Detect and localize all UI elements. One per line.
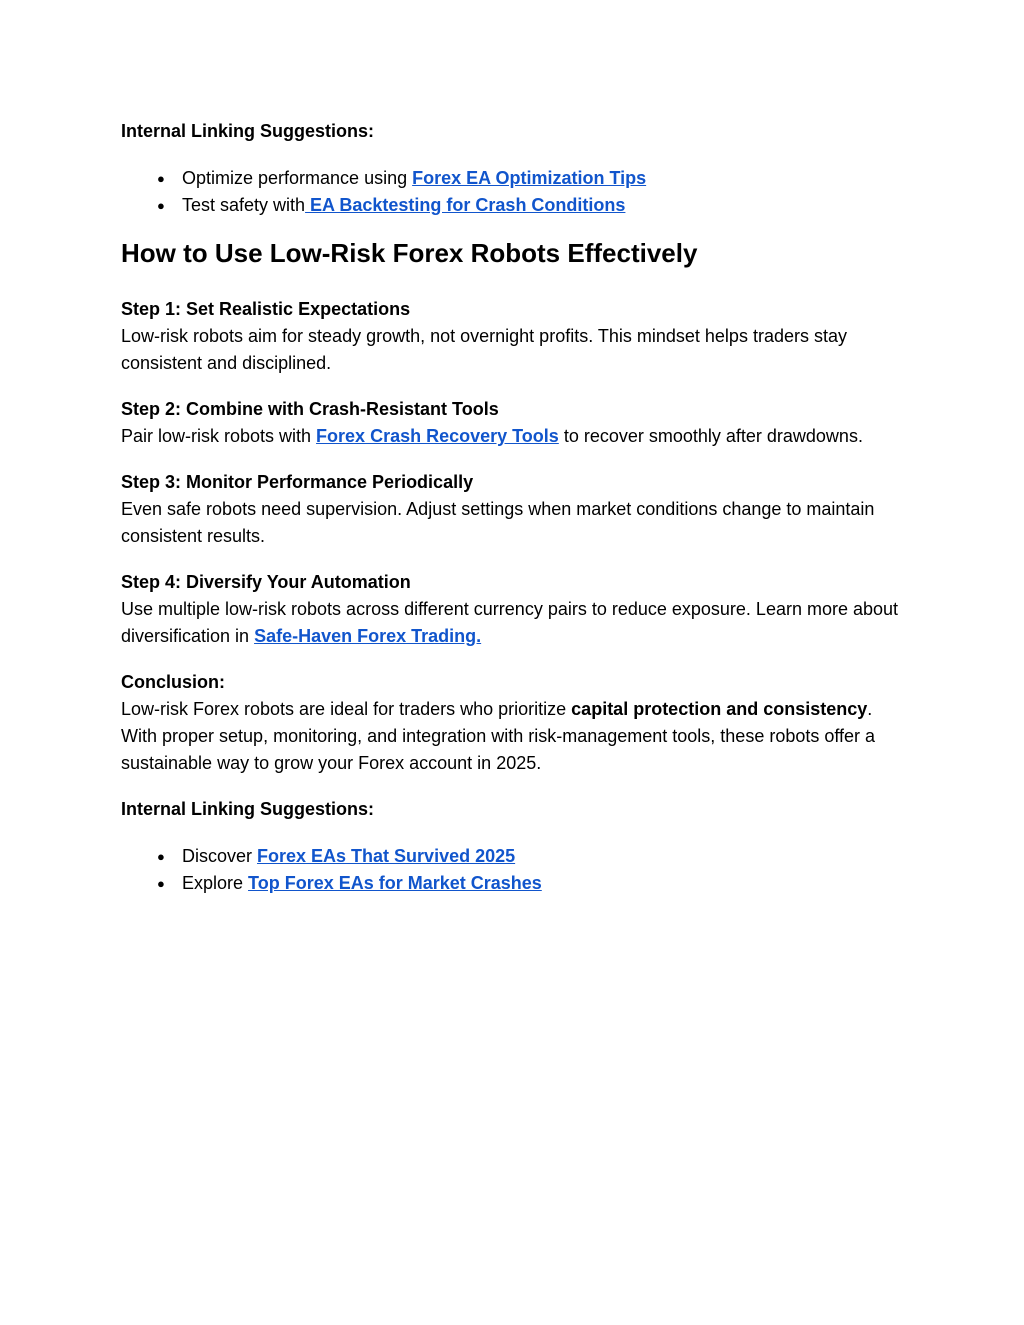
internal-linking-heading-1: Internal Linking Suggestions: xyxy=(121,121,375,141)
step-2-body-prefix: Pair low-risk robots with xyxy=(121,426,317,446)
step-2-body-suffix: to recover smoothly after drawdowns. xyxy=(558,426,863,446)
conclusion-paragraph xyxy=(121,669,903,777)
link-forex-ea-optimization-tips[interactable]: Forex EA Optimization Tips xyxy=(412,168,647,188)
list-item xyxy=(121,870,903,897)
conclusion-bold-text: capital protection and consistency xyxy=(571,699,868,719)
conclusion-heading: Conclusion: xyxy=(121,672,225,692)
link-ea-backtesting-crash-conditions[interactable]: EA Backtesting for Crash Conditions xyxy=(305,195,626,215)
conclusion-text-1: Low-risk Forex robots are ideal for traders who prioritize xyxy=(121,699,572,719)
step-3-heading: Step 3: Monitor Performance Periodically xyxy=(121,472,474,492)
link-forex-eas-that-survived-2025[interactable]: Forex EAs That Survived 2025 xyxy=(257,846,516,866)
step-4-body-prefix: Use multiple low-risk robots across different currency pairs to reduce exposure. Learn more about diversification in xyxy=(121,599,899,646)
link-forex-crash-recovery-tools[interactable]: Forex Crash Recovery Tools xyxy=(316,426,559,446)
list-item xyxy=(121,843,903,870)
bullet-icon: ● xyxy=(157,198,165,213)
bullet-icon: ● xyxy=(157,849,165,864)
step-1-paragraph xyxy=(121,296,903,377)
step-1-body: Low-risk robots aim for steady growth, not overnight profits. This mindset helps traders stay consistent and disciplined. xyxy=(121,326,847,373)
list-item xyxy=(121,165,903,192)
link-safe-haven-forex-trading[interactable]: Safe-Haven Forex Trading. xyxy=(254,626,482,646)
internal-linking-heading-2: Internal Linking Suggestions: xyxy=(121,799,375,819)
conclusion-text-2: . With proper setup, monitoring, and integration with risk-management tools, these robots offer a sustainable way to grow your Forex account in 2025. xyxy=(121,699,876,773)
link-top-forex-eas-for-market-crashes[interactable]: Top Forex EAs for Market Crashes xyxy=(248,873,542,893)
step-1-heading: Step 1: Set Realistic Expectations xyxy=(121,299,411,319)
internal-linking-list-1 xyxy=(121,165,903,219)
list-item-text: Discover xyxy=(182,846,258,866)
step-4-heading: Step 4: Diversify Your Automation xyxy=(121,572,411,592)
step-2-heading: Step 2: Combine with Crash-Resistant Tools xyxy=(121,399,499,419)
internal-linking-list-2 xyxy=(121,843,903,897)
list-item xyxy=(121,192,903,219)
step-4-paragraph xyxy=(121,569,903,650)
step-3-paragraph xyxy=(121,469,903,550)
list-item-text: Explore xyxy=(182,873,249,893)
bullet-icon: ● xyxy=(157,876,165,891)
step-3-body: Even safe robots need supervision. Adjust settings when market conditions change to maintain consistent results. xyxy=(121,499,875,546)
step-2-paragraph xyxy=(121,396,903,450)
list-item-text: Test safety with xyxy=(182,195,306,215)
bullet-icon: ● xyxy=(157,171,165,186)
list-item-text: Optimize performance using xyxy=(182,168,413,188)
page-title: How to Use Low-Risk Forex Robots Effectively xyxy=(121,238,698,268)
